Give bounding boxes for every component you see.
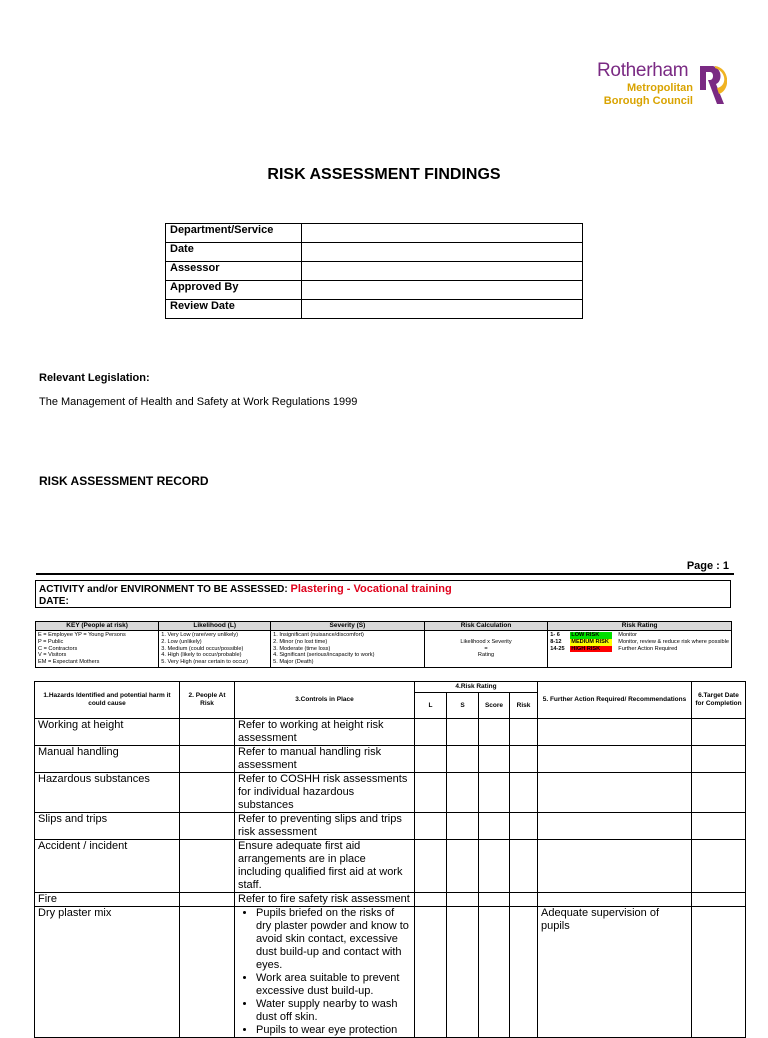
col-controls: 3.Controls in Place xyxy=(235,682,415,719)
col-target-date: 6.Target Date for Completion xyxy=(692,682,746,719)
people-cell xyxy=(180,746,235,773)
key-people xyxy=(36,631,159,668)
risk-rating-cell xyxy=(510,719,538,746)
controls-list xyxy=(238,907,411,1037)
people-cell xyxy=(180,840,235,893)
risk-rating-cell xyxy=(510,813,538,840)
rating-badge: HIGH RISK xyxy=(570,646,612,653)
rating-badge: LOW RISK xyxy=(570,632,612,639)
risk-rating-cell xyxy=(510,840,538,893)
target-date-cell xyxy=(692,719,746,746)
key-header: KEY (People at risk) xyxy=(36,622,159,631)
key-line: 2. Minor (no lost time) xyxy=(273,638,328,645)
key-line: P = Public xyxy=(38,638,64,645)
details-value[interactable] xyxy=(302,281,583,300)
controls-cell: Refer to COSHH risk assessments for individual hazardous substances xyxy=(235,773,415,813)
key-rating xyxy=(548,631,732,668)
logo-r-icon xyxy=(697,64,727,106)
hazard-cell: Working at height xyxy=(35,719,180,746)
activity-label: ACTIVITY and/or ENVIRONMENT TO BE ASSESSED: xyxy=(39,584,291,595)
risk-rating-cell xyxy=(447,893,479,907)
table-row xyxy=(35,773,746,813)
rating-action: Monitor, review & reduce risk where possible xyxy=(618,638,729,645)
hazard-cell: Fire xyxy=(35,893,180,907)
key-line: E = Employee YP = Young Persons xyxy=(38,632,126,638)
details-table xyxy=(165,223,583,319)
risk-rating-cell xyxy=(415,840,447,893)
risk-rating-cell xyxy=(447,719,479,746)
rating-range: 8-12 xyxy=(550,638,562,645)
page-title: RISK ASSESSMENT FINDINGS xyxy=(267,166,501,183)
risk-record-table xyxy=(34,681,746,1038)
hazard-cell: Dry plaster mix xyxy=(35,907,180,1038)
col-score: Score xyxy=(479,693,510,719)
people-cell xyxy=(180,893,235,907)
rating-line xyxy=(550,646,729,653)
table-row xyxy=(35,719,746,746)
key-line: V = Visitors xyxy=(38,652,67,659)
further-action-cell xyxy=(538,840,692,893)
rating-range: 14-25 xyxy=(550,645,565,652)
details-value[interactable] xyxy=(302,262,583,281)
further-action-cell: Adequate supervision of pupils xyxy=(538,907,692,1038)
details-label: Assessor xyxy=(166,262,302,281)
people-cell xyxy=(180,773,235,813)
key-line: Rating xyxy=(477,652,495,659)
control-bullet: • Work area suitable to prevent excessive dust build-up. xyxy=(256,972,411,998)
details-label: Department/Service xyxy=(166,224,302,243)
record-heading: RISK ASSESSMENT RECORD xyxy=(39,474,209,488)
target-date-cell xyxy=(692,840,746,893)
key-line: 4. High (likely to occur/probable) xyxy=(161,652,242,659)
risk-rating-cell xyxy=(415,719,447,746)
rating-action: Further Action Required xyxy=(618,645,678,652)
risk-key-table xyxy=(35,621,732,668)
hazard-cell: Accident / incident xyxy=(35,840,180,893)
details-row xyxy=(166,300,583,319)
control-bullet: • Pupils briefed on the risks of dry plaster powder and know to avoid skin contact, excessive dust build-up and contact with eyes. xyxy=(256,907,411,972)
details-row xyxy=(166,224,583,243)
key-line: 5. Very High (near certain to occur) xyxy=(161,659,248,666)
key-header: Likelihood (L) xyxy=(159,622,271,631)
table-row xyxy=(35,746,746,773)
risk-rating-cell xyxy=(447,746,479,773)
logo-name: Rotherham xyxy=(597,60,689,81)
controls-cell: Refer to preventing slips and trips risk assessment xyxy=(235,813,415,840)
rating-badge: MEDIUM RISK xyxy=(570,639,612,646)
col-risk: Risk xyxy=(510,693,538,719)
divider-line xyxy=(36,573,734,575)
activity-box xyxy=(35,580,731,608)
risk-rating-cell xyxy=(479,893,510,907)
key-line: = xyxy=(484,645,488,652)
details-row xyxy=(166,281,583,300)
col-s: S xyxy=(447,693,479,719)
key-line: EM = Expectant Mothers xyxy=(38,659,100,666)
legislation-heading: Relevant Legislation: xyxy=(39,372,150,384)
key-line: 3. Medium (could occur/possible) xyxy=(161,645,244,652)
further-action-cell xyxy=(538,719,692,746)
risk-rating-cell xyxy=(479,840,510,893)
key-severity xyxy=(271,631,425,668)
rating-range: 1- 6 xyxy=(550,632,560,638)
table-row xyxy=(35,893,746,907)
key-likelihood xyxy=(159,631,271,668)
details-value[interactable] xyxy=(302,300,583,319)
further-action-cell xyxy=(538,813,692,840)
target-date-cell xyxy=(692,893,746,907)
key-header: Risk Rating xyxy=(548,622,732,631)
key-line: C = Contractors xyxy=(38,645,78,652)
people-cell xyxy=(180,813,235,840)
further-action-cell xyxy=(538,893,692,907)
details-row xyxy=(166,262,583,281)
council-logo xyxy=(597,60,729,110)
target-date-cell xyxy=(692,813,746,840)
logo-subtitle: Metropolitan Borough Council xyxy=(603,82,693,107)
target-date-cell xyxy=(692,907,746,1038)
col-l: L xyxy=(415,693,447,719)
risk-rating-cell xyxy=(447,840,479,893)
table-row xyxy=(35,813,746,840)
controls-cell: Refer to fire safety risk assessment xyxy=(235,893,415,907)
hazard-cell: Hazardous substances xyxy=(35,773,180,813)
target-date-cell xyxy=(692,746,746,773)
risk-rating-cell xyxy=(415,746,447,773)
activity-date-label: DATE: xyxy=(39,596,69,607)
key-line: 4. Significant (serious/incapacity to work) xyxy=(273,652,375,659)
activity-value: Plastering - Vocational training xyxy=(290,583,452,595)
key-line: 3. Moderate (time loss) xyxy=(273,645,331,652)
details-value[interactable] xyxy=(302,243,583,262)
risk-rating-cell xyxy=(479,746,510,773)
details-label: Date xyxy=(166,243,302,262)
controls-cell xyxy=(235,907,415,1038)
key-line: 1. Insignificant (nuisance/discomfort) xyxy=(273,632,364,638)
legislation-text: The Management of Health and Safety at Work Regulations 1999 xyxy=(39,396,358,408)
col-people: 2. People At Risk xyxy=(180,682,235,719)
risk-rating-cell xyxy=(510,773,538,813)
risk-rating-cell xyxy=(415,893,447,907)
col-further-action: 5. Further Action Required/ Recommendations xyxy=(538,682,692,719)
risk-rating-cell xyxy=(415,813,447,840)
control-bullet: • Water supply nearby to wash dust off skin. xyxy=(256,998,411,1024)
table-row xyxy=(35,907,746,1038)
details-row xyxy=(166,243,583,262)
key-header: Risk Calculation xyxy=(424,622,548,631)
rating-action: Monitor xyxy=(618,632,637,638)
further-action-cell xyxy=(538,773,692,813)
key-calculation xyxy=(424,631,548,668)
controls-cell: Ensure adequate first aid arrangements are in place including qualified first aid at work staff. xyxy=(235,840,415,893)
key-header: Severity (S) xyxy=(271,622,425,631)
hazard-cell: Manual handling xyxy=(35,746,180,773)
target-date-cell xyxy=(692,773,746,813)
control-bullet: • Pupils to wear eye protection xyxy=(256,1024,411,1037)
details-value[interactable] xyxy=(302,224,583,243)
key-line: Likelihood x Severity xyxy=(460,638,512,645)
risk-rating-cell xyxy=(479,719,510,746)
risk-rating-cell xyxy=(479,773,510,813)
risk-rating-cell xyxy=(510,746,538,773)
key-line: 5. Major (Death) xyxy=(273,659,314,666)
people-cell xyxy=(180,907,235,1038)
risk-rating-cell xyxy=(415,773,447,813)
col-risk-rating: 4.Risk Rating xyxy=(415,682,538,693)
details-label: Review Date xyxy=(166,300,302,319)
hazard-cell: Slips and trips xyxy=(35,813,180,840)
key-line: 1. Very Low (rare/very unlikely) xyxy=(161,632,239,638)
key-line: 2. Low (unlikely) xyxy=(161,638,202,645)
further-action-cell xyxy=(538,746,692,773)
rating-line xyxy=(550,639,729,646)
people-cell xyxy=(180,719,235,746)
risk-rating-cell xyxy=(479,813,510,840)
page-number: Page : 1 xyxy=(686,560,729,572)
table-row xyxy=(35,840,746,893)
details-label: Approved By xyxy=(166,281,302,300)
col-hazards: 1.Hazards Identified and potential harm it could cause xyxy=(35,682,180,719)
controls-cell: Refer to manual handling risk assessment xyxy=(235,746,415,773)
rating-line xyxy=(550,632,729,639)
risk-rating-cell xyxy=(447,813,479,840)
risk-rating-cell xyxy=(447,773,479,813)
risk-rating-cell xyxy=(510,893,538,907)
controls-cell: Refer to working at height risk assessment xyxy=(235,719,415,746)
